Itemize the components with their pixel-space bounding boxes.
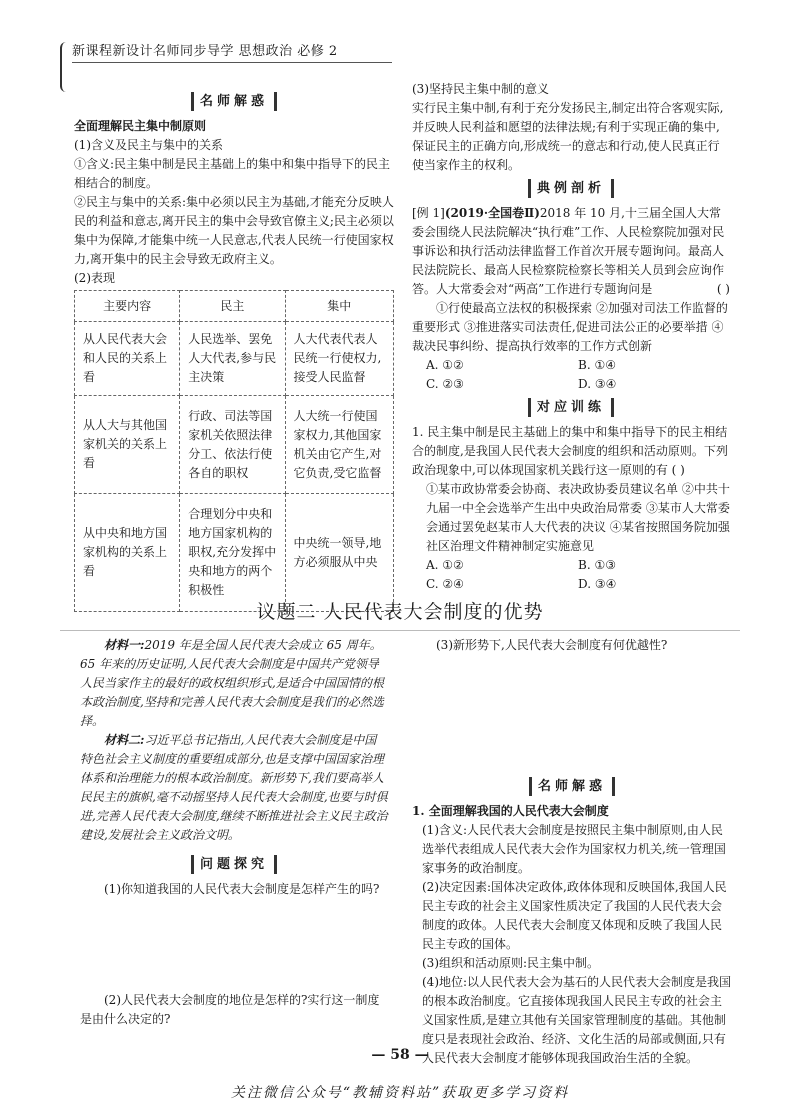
paragraph: (1)含义:人民代表大会制度是按照民主集中制原则,由人民选举代表组成人民代表大会作为国家权力机关,统一管理国家事务的政治制度。 xyxy=(422,823,726,875)
option: A. ①② xyxy=(426,358,464,372)
example-items: ①行使最高立法权的积极探索 ②加强对司法工作监督的重要形式 ③推进落实司法责任,促进司法公正的必要举措 ④裁决民事纠纷、提高执行效率的工作方式创新 xyxy=(412,301,728,353)
table-row xyxy=(75,322,394,396)
training-options xyxy=(412,556,730,594)
option: C. ②③ xyxy=(426,377,464,391)
paragraph: (4)地位:以人民代表大会为基石的人民代表大会制度是我国的根本政治制度。它直接体现我国人民民主专政的社会主义国家性质,是建立其他有关国家管理制度的基础。其他制度只是表现社会政治、经济、文化生活的局部或侧面,只有人民代表大会制度才能够体现我国政治生活的全貌。 xyxy=(422,975,732,1065)
header-underline xyxy=(72,62,392,63)
table-cell: 人大统一行使国家权力,其他国家机关由它产生,对它负责,受它监督 xyxy=(285,396,393,494)
option: D. ③④ xyxy=(578,377,617,391)
table-cell: 行政、司法等国家机关依照法律分工、依法行使各自的职权 xyxy=(180,396,285,494)
table-row xyxy=(75,396,394,494)
material-two: 材料二:习近平总书记指出,人民代表大会制度是中国特色社会主义制度的重要组成部分,也是支撑中国国家治理体系和治理能力的根本政治制度。新形势下,我们要高举人民民主的旗帜,毫不动摇坚持人民代表大会制度,也要与时俱进,完善人民代表大会制度,继续不断推进社会主义民主政治建设,发展社会主义政治文明。 xyxy=(80,733,388,842)
page-header: 新课程新设计名师同步导学 思想政治 必修 2 xyxy=(72,44,338,59)
example-options xyxy=(412,356,730,394)
example-question xyxy=(412,204,730,299)
box-header: 问题探究 xyxy=(80,855,388,874)
paragraph: ①含义:民主集中制是民主基础上的集中和集中指导下的民主相结合的制度。 xyxy=(74,157,391,190)
table-cell: 合理划分中央和地方国家机构的职权,充分发挥中央和地方的两个积极性 xyxy=(180,494,285,612)
inquiry-question: (2)人民代表大会制度的地位是怎样的?实行这一制度是由什么决定的? xyxy=(80,993,380,1026)
option: A. ①② xyxy=(426,558,464,572)
box-header: 典例剖析 xyxy=(412,179,730,198)
section-title: 1. 全面理解我国的人民代表大会制度 xyxy=(412,804,609,818)
box-header: 名师解惑 xyxy=(412,777,732,796)
table-header: 民主 xyxy=(180,291,285,322)
table-header: 主要内容 xyxy=(75,291,180,322)
divider xyxy=(60,630,740,631)
democracy-centralism-table xyxy=(74,290,394,612)
answer-paren: ( ) xyxy=(716,282,730,296)
paragraph: (2)决定因素:国体决定政体,政体体现和反映国体,我国人民民主专政的社会主义国家性质决定了我国的人民代表大会制度的政体。人民代表大会制度又体现和反映了我国人民民主专政的国体。 xyxy=(422,880,727,951)
table-cell: 从中央和地方国家机构的关系上看 xyxy=(75,494,180,612)
option: D. ③④ xyxy=(578,577,617,591)
training-items: ①某市政协常委会协商、表决政协委员建议名单 ②中共十九届一中全会选举产生出中央政治局常委 ③某市人大常委会通过罢免赵某市人大代表的决议 ④某省按照国务院加强社区治理文件精神制定实施意见 xyxy=(426,482,730,553)
paragraph: 实行民主集中制,有利于充分发扬民主,制定出符合客观实际,并反映人民利益和愿望的法律法规;有利于实现正确的集中,保证民主的正确方向,形成统一的意志和行动,使人民真正行使当家作主的权利。 xyxy=(412,101,724,172)
table-cell: 中央统一领导,地方必须服从中央 xyxy=(285,494,393,612)
example-label: [例 1] xyxy=(412,206,445,220)
table-row xyxy=(75,494,394,612)
option: C. ②④ xyxy=(426,577,464,591)
inquiry-question: (3)新形势下,人民代表大会制度有何优越性? xyxy=(436,638,668,652)
page-number: — 58 — xyxy=(371,1047,429,1063)
answer-space xyxy=(80,899,388,991)
answer-space xyxy=(412,655,732,773)
option: B. ①③ xyxy=(578,558,616,572)
material-one: 材料一:2019 年是全国人民代表大会成立 65 周年。65 年来的历史证明,人民代表大会制度是中国共产党领导人民当家作主的最好的政权组织形式,是适合中国国情的根本政治制度,坚持和完善人民代表大会制度是我们的必然选择。 xyxy=(80,638,384,728)
example-text: 2018 年 10 月,十三届全国人大常委会围绕人民法院解决“执行难”工作、人民检察院加强对民事诉讼和执行活动法律监督工作首次开展专题询问。最高人民法院院长、最高人民检察院检察长等相关人员到会应询作答。人大常委会对“两高”工作进行专题询问是 xyxy=(412,206,725,296)
footer-note: 关注微信公众号“教辅资料站”获取更多学习资料 xyxy=(230,1085,570,1101)
right-top-column xyxy=(412,80,730,594)
table-cell: 从人民代表大会和人民的关系上看 xyxy=(75,322,180,396)
paragraph: ②民主与集中的关系:集中必须以民主为基础,才能充分反映人民的利益和意志,离开民主的集中会导致官僚主义;民主必须以集中为保障,才能集中统一人民意志,代表人民统一行使国家权力,离开集中的民主会导致无政府主义。 xyxy=(74,195,394,266)
left-top-column xyxy=(74,88,394,612)
subheading: (3)坚持民主集中制的意义 xyxy=(412,82,549,96)
inquiry-question: (1)你知道我国的人民代表大会制度是怎样产生的吗? xyxy=(104,882,380,896)
table-cell: 人民选举、罢免人大代表,参与民主决策 xyxy=(180,322,285,396)
example-source: (2019·全国卷Ⅱ) xyxy=(444,206,540,220)
subheading: (2)表现 xyxy=(74,271,115,285)
training-question: 1. 民主集中制是民主基础上的集中和集中指导下的民主相结合的制度,是我国人民代表大会制度的组织和活动原则。下列政治现象中,可以体现国家机关践行这一原则的有 ( ) xyxy=(412,425,728,477)
table-cell: 人大代表代表人民统一行使权力,接受人民监督 xyxy=(285,322,393,396)
right-bottom-column xyxy=(412,636,732,1068)
section-title: 全面理解民主集中制原则 xyxy=(74,119,207,133)
option: B. ①④ xyxy=(578,358,616,372)
header-bracket xyxy=(60,42,66,92)
left-bottom-column xyxy=(80,636,388,1029)
table-cell: 从人大与其他国家机关的关系上看 xyxy=(75,396,180,494)
box-header: 名师解惑 xyxy=(74,92,394,111)
subheading: (1)含义及民主与集中的关系 xyxy=(74,138,223,152)
paragraph: (3)组织和活动原则:民主集中制。 xyxy=(422,956,600,970)
box-header: 对应训练 xyxy=(412,398,730,417)
topic-title: 议题二 人民代表大会制度的优势 xyxy=(256,601,544,623)
table-header: 集中 xyxy=(285,291,393,322)
